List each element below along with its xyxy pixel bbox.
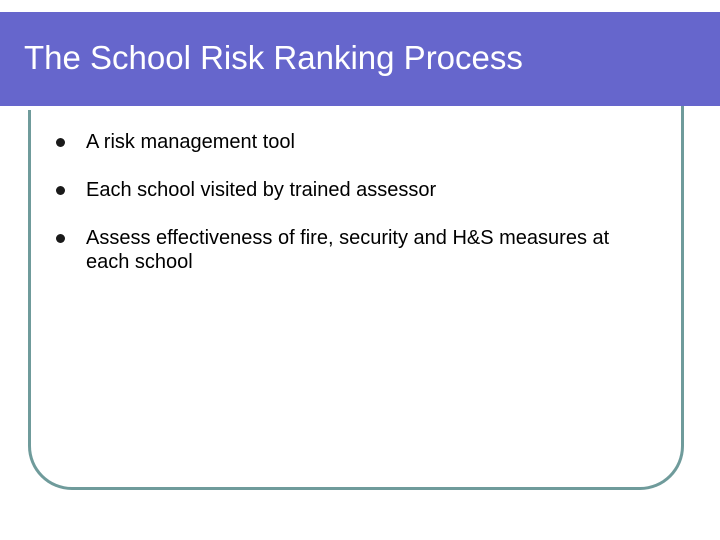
bullet-item: [56, 178, 656, 202]
bullet-list: [56, 130, 656, 298]
bullet-text: A risk management tool: [86, 131, 295, 153]
bullet-dot-icon: [56, 138, 65, 147]
title-underline: [0, 106, 637, 110]
bullet-item: [56, 226, 656, 274]
bullet-dot-icon: [56, 186, 65, 195]
bullet-item: [56, 130, 656, 154]
bullet-text: Each school visited by trained assessor: [86, 179, 437, 201]
bullet-text: Assess effectiveness of fire, security and H&S measures at each school: [86, 227, 610, 273]
slide-title: The School Risk Ranking Process: [24, 39, 523, 76]
bullet-dot-icon: [56, 234, 65, 243]
